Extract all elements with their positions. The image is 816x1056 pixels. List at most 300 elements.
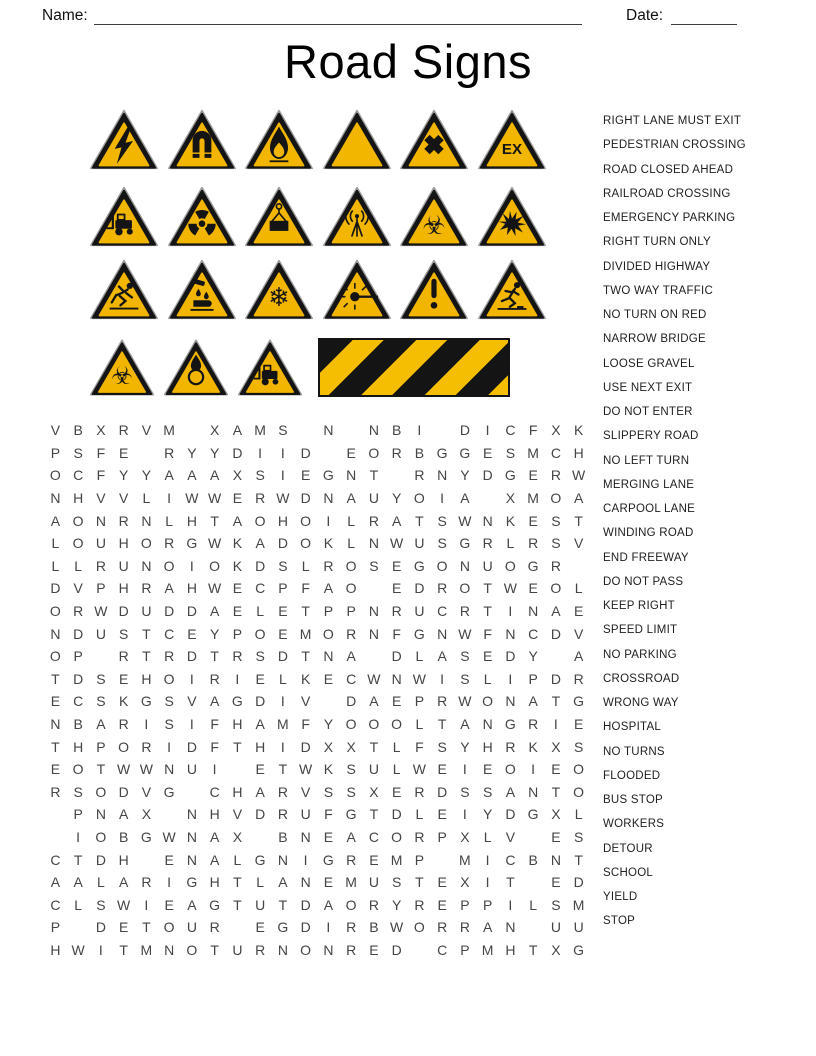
biohazard-sign xyxy=(88,336,156,399)
grid-cell-r1c16: B xyxy=(391,422,402,439)
grid-cell-r12c18: I xyxy=(440,670,445,687)
word-list-item: RIGHT TURN ONLY xyxy=(603,236,711,249)
grid-cell-r13c24: G xyxy=(573,693,585,710)
grid-cell-r3c3: F xyxy=(96,467,106,484)
grid-cell-r23c6: O xyxy=(163,919,175,936)
grid-cell-r21c21: T xyxy=(506,874,515,891)
grid-cell-r21c9: T xyxy=(233,874,242,891)
grid-cell-r23c9 xyxy=(226,916,249,939)
grid-cell-r4c21: X xyxy=(505,490,516,507)
grid-cell-r17c3: O xyxy=(95,783,107,800)
grid-cell-r8c15 xyxy=(363,577,386,600)
grid-cell-r23c16: W xyxy=(390,919,404,936)
grid-cell-r20c10: G xyxy=(254,851,266,868)
suspended-load-sign xyxy=(243,183,315,250)
grid-cell-r8c5: R xyxy=(141,580,152,597)
grid-cell-r11c6: R xyxy=(164,648,175,665)
grid-cell-r8c13: A xyxy=(323,580,334,597)
word-list-item: END FREEWAY xyxy=(603,551,689,564)
grid-cell-r9c3: W xyxy=(94,603,108,620)
grid-cell-r16c4: W xyxy=(117,761,131,778)
grid-cell-r15c22: K xyxy=(528,738,538,755)
grid-cell-r11c1: O xyxy=(49,648,61,665)
grid-cell-r4c11: W xyxy=(276,490,290,507)
grid-cell-r21c22 xyxy=(522,871,545,894)
grid-cell-r5c4: R xyxy=(118,512,129,529)
grid-cell-r22c7: A xyxy=(187,896,197,913)
grid-cell-r5c7: H xyxy=(186,512,197,529)
forklift-icon xyxy=(236,336,304,399)
grid-cell-r3c15: T xyxy=(369,467,379,484)
grid-cell-r12c6: O xyxy=(163,670,175,687)
biohazard-icon xyxy=(398,183,470,250)
grid-cell-r10c12: M xyxy=(299,625,312,642)
grid-cell-r4c22: M xyxy=(527,490,539,507)
grid-cell-r23c24: U xyxy=(573,919,584,936)
grid-cell-r19c16: O xyxy=(391,828,403,845)
grid-cell-r15c6: I xyxy=(167,738,172,755)
grid-cell-r16c23: E xyxy=(551,761,561,778)
grid-cell-r7c7: I xyxy=(189,557,194,574)
grid-cell-r15c4: O xyxy=(118,738,130,755)
grid-cell-r24c21: H xyxy=(505,941,516,958)
grid-cell-r21c23: E xyxy=(551,874,561,891)
word-list-item: WORKERS xyxy=(603,818,665,831)
grid-cell-r22c15: R xyxy=(368,896,379,913)
grid-cell-r3c17: R xyxy=(414,467,425,484)
grid-cell-r17c17: R xyxy=(414,783,425,800)
grid-cell-r15c17: F xyxy=(415,738,424,755)
word-list-item: NO TURNS xyxy=(603,745,665,758)
grid-cell-r3c12: E xyxy=(300,467,311,484)
grid-cell-r24c17 xyxy=(408,939,431,962)
svg-text:☣: ☣ xyxy=(422,210,446,241)
lightning-icon xyxy=(88,106,160,173)
grid-cell-r17c5: V xyxy=(141,783,152,800)
grid-cell-r3c24: W xyxy=(572,467,586,484)
grid-cell-r7c11: S xyxy=(278,557,288,574)
grid-cell-r8c22: E xyxy=(528,580,538,597)
grid-cell-r9c6: D xyxy=(164,603,175,620)
grid-cell-r9c24: E xyxy=(573,603,584,620)
grid-cell-r16c7: U xyxy=(186,761,197,778)
grid-cell-r22c19: P xyxy=(460,896,470,913)
grid-cell-r13c6: S xyxy=(164,693,174,710)
word-list-item: DETOUR xyxy=(603,842,653,855)
grid-cell-r2c9: D xyxy=(232,444,243,461)
grid-cell-r5c14: L xyxy=(347,512,356,529)
grid-cell-r1c5: V xyxy=(141,422,152,439)
grid-cell-r1c4: R xyxy=(118,422,129,439)
antenna-icon xyxy=(321,183,393,250)
grid-cell-r4c4: V xyxy=(118,490,129,507)
grid-cell-r7c19: N xyxy=(459,557,470,574)
grid-cell-r11c11: D xyxy=(277,648,288,665)
grid-cell-r7c3: R xyxy=(95,557,106,574)
grid-cell-r12c16: N xyxy=(391,670,402,687)
grid-cell-r6c15: N xyxy=(368,535,379,552)
grid-cell-r3c1: O xyxy=(49,467,61,484)
grid-cell-r4c12: D xyxy=(300,490,311,507)
industrial-vehicles-sign xyxy=(88,183,160,250)
grid-cell-r10c10: O xyxy=(254,625,266,642)
grid-cell-r6c12: O xyxy=(300,535,312,552)
grid-cell-r6c4: H xyxy=(118,535,129,552)
grid-cell-r8c18: R xyxy=(437,580,448,597)
grid-cell-r10c17: G xyxy=(413,625,425,642)
grid-cell-r17c10: A xyxy=(255,783,265,800)
grid-cell-r11c13: N xyxy=(323,648,334,665)
grid-cell-r5c13: I xyxy=(326,512,331,529)
grid-cell-r8c12: F xyxy=(301,580,310,597)
grid-cell-r11c22: Y xyxy=(528,648,538,665)
grid-cell-r19c8: A xyxy=(209,828,220,845)
grid-cell-r17c12: V xyxy=(300,783,311,800)
word-list-item: FLOODED xyxy=(603,769,661,782)
grid-cell-r1c3: X xyxy=(96,422,106,439)
grid-cell-r1c24: K xyxy=(573,422,584,439)
grid-cell-r10c6: C xyxy=(164,625,175,642)
grid-cell-r10c1: N xyxy=(50,625,61,642)
hazard-stripes-bar xyxy=(318,338,510,397)
grid-cell-r4c6: I xyxy=(167,490,172,507)
grid-cell-r3c5: Y xyxy=(141,467,152,484)
grid-cell-r20c2: T xyxy=(73,851,83,868)
grid-cell-r12c1: T xyxy=(51,670,60,687)
slip-icon xyxy=(88,256,160,323)
grid-cell-r10c11: E xyxy=(278,625,288,642)
grid-cell-r22c11: T xyxy=(278,896,288,913)
grid-cell-r2c22: M xyxy=(527,444,539,461)
grid-cell-r14c13: Y xyxy=(323,716,334,733)
grid-cell-r7c24 xyxy=(567,555,590,578)
wordsearch-grid xyxy=(44,419,590,961)
grid-cell-r14c17: L xyxy=(415,716,424,733)
grid-cell-r11c4: R xyxy=(118,648,129,665)
grid-cell-r13c10: D xyxy=(255,693,266,710)
grid-cell-r17c16: E xyxy=(391,783,402,800)
grid-cell-r7c13: R xyxy=(323,557,334,574)
grid-cell-r9c15: N xyxy=(368,603,379,620)
grid-cell-r10c16: F xyxy=(392,625,401,642)
grid-cell-r17c15: X xyxy=(369,783,379,800)
grid-cell-r13c8: A xyxy=(209,693,220,710)
grid-cell-r3c7: A xyxy=(187,467,197,484)
grid-cell-r2c15: O xyxy=(368,444,380,461)
grid-cell-r20c20: I xyxy=(485,851,490,868)
grid-cell-r7c10: D xyxy=(255,557,266,574)
trip-icon xyxy=(476,256,548,323)
grid-cell-r23c23: U xyxy=(550,919,561,936)
grid-cell-r12c23: D xyxy=(550,670,561,687)
grid-cell-r1c12 xyxy=(294,419,317,442)
grid-cell-r22c9: T xyxy=(233,896,242,913)
grid-cell-r15c12: D xyxy=(300,738,311,755)
grid-cell-r5c15: R xyxy=(368,512,379,529)
grid-cell-r12c2: D xyxy=(73,670,84,687)
grid-cell-r21c18: E xyxy=(437,874,447,891)
grid-cell-r8c1: D xyxy=(50,580,61,597)
grid-cell-r18c6 xyxy=(158,803,181,826)
grid-cell-r19c9: X xyxy=(232,828,243,845)
grid-cell-r21c20: I xyxy=(485,874,490,891)
grid-cell-r19c1 xyxy=(44,826,67,849)
grid-cell-r3c19: Y xyxy=(460,467,470,484)
grid-cell-r10c20: F xyxy=(483,625,492,642)
grid-cell-r15c16: L xyxy=(392,738,401,755)
grid-cell-r1c7 xyxy=(181,419,204,442)
grid-cell-r1c17: I xyxy=(417,422,422,439)
grid-cell-r7c23: R xyxy=(550,557,561,574)
grid-cell-r14c4: R xyxy=(118,716,129,733)
date-blank-line xyxy=(671,7,737,25)
grid-cell-r21c2: A xyxy=(73,874,83,891)
grid-cell-r11c10: S xyxy=(255,648,265,665)
grid-cell-r19c23: E xyxy=(551,828,561,845)
grid-cell-r14c6: S xyxy=(164,716,174,733)
grid-cell-r20c12: I xyxy=(303,851,308,868)
grid-cell-r18c13: F xyxy=(324,806,333,823)
grid-cell-r6c10: A xyxy=(255,535,265,552)
grid-cell-r24c11: N xyxy=(277,941,288,958)
grid-cell-r10c4: S xyxy=(118,625,129,642)
grid-cell-r22c3: S xyxy=(96,896,106,913)
grid-cell-r10c5: T xyxy=(142,625,151,642)
grid-cell-r19c18: P xyxy=(437,828,447,845)
grid-cell-r1c10: M xyxy=(254,422,266,439)
grid-cell-r23c18: R xyxy=(437,919,448,936)
grid-cell-r11c24: A xyxy=(573,648,584,665)
grid-cell-r19c3: O xyxy=(95,828,107,845)
grid-cell-r13c17: P xyxy=(414,693,425,710)
grid-cell-r7c4: U xyxy=(118,557,129,574)
grid-cell-r6c11: D xyxy=(277,535,288,552)
grid-cell-r11c3 xyxy=(90,645,113,668)
grid-cell-r10c21: N xyxy=(505,625,516,642)
grid-cell-r18c19: I xyxy=(462,806,467,823)
grid-cell-r24c3: I xyxy=(98,941,103,958)
grid-cell-r16c24: O xyxy=(573,761,585,778)
grid-cell-r17c4: D xyxy=(118,783,129,800)
grid-cell-r22c23: S xyxy=(551,896,561,913)
grid-cell-r23c22 xyxy=(522,916,545,939)
grid-cell-r7c17: G xyxy=(413,557,425,574)
grid-cell-r21c1: A xyxy=(50,874,61,891)
grid-cell-r21c24: D xyxy=(573,874,584,891)
grid-cell-r20c3: D xyxy=(95,851,106,868)
grid-cell-r24c19: P xyxy=(460,941,470,958)
grid-cell-r11c21: D xyxy=(505,648,516,665)
grid-cell-r17c22: N xyxy=(528,783,539,800)
grid-cell-r14c1: N xyxy=(50,716,61,733)
grid-cell-r14c22: R xyxy=(528,716,539,733)
grid-cell-r10c13: O xyxy=(322,625,334,642)
grid-cell-r9c8: A xyxy=(209,603,220,620)
grid-cell-r8c4: H xyxy=(118,580,129,597)
grid-cell-r16c19: I xyxy=(462,761,467,778)
grid-cell-r24c22: T xyxy=(528,941,538,958)
grid-cell-r19c13: E xyxy=(323,828,334,845)
grid-cell-r10c24: V xyxy=(573,625,584,642)
grid-cell-r19c12: N xyxy=(300,828,311,845)
grid-cell-r11c14: A xyxy=(346,648,356,665)
grid-cell-r12c3: S xyxy=(96,670,106,687)
word-list-item: PEDESTRIAN CROSSING xyxy=(603,139,746,152)
grid-cell-r2c4: E xyxy=(118,444,129,461)
grid-cell-r22c6: E xyxy=(164,896,174,913)
non-ionizing-radiation-sign xyxy=(321,183,393,250)
grid-cell-r11c16: D xyxy=(391,648,402,665)
grid-cell-r21c6: I xyxy=(167,874,172,891)
grid-cell-r14c19: A xyxy=(460,716,470,733)
word-list-item: STOP xyxy=(603,915,636,928)
grid-cell-r9c20: T xyxy=(483,603,492,620)
grid-cell-r4c18: I xyxy=(440,490,445,507)
grid-cell-r9c17: U xyxy=(414,603,425,620)
trefoil-icon xyxy=(166,183,238,250)
grid-cell-r8c9: E xyxy=(232,580,243,597)
grid-cell-r6c7: G xyxy=(186,535,198,552)
grid-cell-r1c20: I xyxy=(485,422,490,439)
grid-cell-r19c10 xyxy=(249,826,272,849)
grid-cell-r12c12: K xyxy=(300,670,311,687)
grid-cell-r14c8: F xyxy=(210,716,219,733)
grid-cell-r18c4: A xyxy=(118,806,129,823)
word-list-item: SPEED LIMIT xyxy=(603,624,678,637)
grid-cell-r9c9: E xyxy=(232,603,243,620)
grid-cell-r18c11: R xyxy=(277,806,288,823)
grid-cell-r4c19: A xyxy=(460,490,470,507)
grid-cell-r1c9: A xyxy=(232,422,243,439)
grid-cell-r15c2: H xyxy=(73,738,84,755)
grid-cell-r3c23: R xyxy=(550,467,561,484)
grid-cell-r18c2: P xyxy=(73,806,83,823)
grid-cell-r2c10: I xyxy=(258,444,263,461)
grid-cell-r23c10: E xyxy=(255,919,265,936)
grid-cell-r13c22: A xyxy=(528,693,538,710)
grid-cell-r13c9: G xyxy=(231,693,243,710)
grid-cell-r2c7: Y xyxy=(187,444,197,461)
grid-cell-r12c5: H xyxy=(141,670,152,687)
grid-cell-r2c16: R xyxy=(391,444,402,461)
grid-cell-r6c20: R xyxy=(482,535,493,552)
grid-cell-r23c8: R xyxy=(209,919,220,936)
grid-cell-r16c3: T xyxy=(96,761,106,778)
grid-cell-r23c15: B xyxy=(369,919,379,936)
grid-cell-r24c2: W xyxy=(71,941,85,958)
grid-cell-r6c1: L xyxy=(51,535,60,552)
slippery-surface-sign xyxy=(88,256,160,323)
grid-cell-r3c9: X xyxy=(232,467,243,484)
grid-cell-r5c9: A xyxy=(232,512,243,529)
grid-cell-r18c3: N xyxy=(95,806,106,823)
grid-cell-r1c18 xyxy=(431,419,454,442)
grid-cell-r16c17: W xyxy=(412,761,426,778)
grid-cell-r12c7: I xyxy=(189,670,194,687)
grid-cell-r21c7: G xyxy=(186,874,198,891)
grid-cell-r1c22: F xyxy=(528,422,538,439)
grid-cell-r2c6: R xyxy=(164,444,175,461)
grid-cell-r21c19: X xyxy=(460,874,470,891)
grid-cell-r18c15: T xyxy=(369,806,379,823)
sign-row-1 xyxy=(88,106,548,173)
grid-cell-r11c19: S xyxy=(460,648,470,665)
grid-cell-r12c19: S xyxy=(460,670,470,687)
grid-cell-r17c24: O xyxy=(573,783,585,800)
grid-cell-r9c12: T xyxy=(301,603,310,620)
grid-cell-r21c8: H xyxy=(209,874,220,891)
grid-cell-r23c7: U xyxy=(186,919,197,936)
word-list-item: DO NOT PASS xyxy=(603,575,684,588)
grid-cell-r17c8: C xyxy=(209,783,220,800)
forklift-icon xyxy=(88,183,160,250)
grid-cell-r4c10: R xyxy=(255,490,266,507)
oxidizer-icon xyxy=(162,336,230,399)
grid-cell-r2c2: S xyxy=(73,444,83,461)
grid-cell-r2c18: G xyxy=(436,444,448,461)
burst-icon xyxy=(476,183,548,250)
grid-cell-r20c13: G xyxy=(322,851,334,868)
grid-cell-r22c2: L xyxy=(74,896,83,913)
grid-cell-r9c22: N xyxy=(528,603,539,620)
grid-cell-r20c24: T xyxy=(574,851,583,868)
grid-cell-r16c13: K xyxy=(323,761,334,778)
grid-cell-r16c16: L xyxy=(392,761,401,778)
grid-cell-r4c13: N xyxy=(323,490,334,507)
corrosive-icon xyxy=(166,256,238,323)
grid-cell-r5c19: W xyxy=(458,512,472,529)
grid-cell-r22c14: O xyxy=(345,896,357,913)
grid-cell-r10c9: P xyxy=(232,625,243,642)
grid-cell-r3c2: C xyxy=(73,467,84,484)
grid-cell-r13c18: R xyxy=(437,693,448,710)
grid-cell-r18c10: D xyxy=(255,806,266,823)
grid-cell-r15c7: D xyxy=(186,738,197,755)
word-list xyxy=(603,109,803,934)
grid-cell-r21c5: R xyxy=(141,874,152,891)
grid-cell-r21c17: T xyxy=(415,874,424,891)
grid-cell-r15c11: I xyxy=(280,738,285,755)
grid-cell-r16c18: E xyxy=(437,761,447,778)
grid-cell-r23c21: N xyxy=(505,919,516,936)
grid-cell-r14c10: A xyxy=(255,716,265,733)
grid-cell-r19c4: B xyxy=(118,828,129,845)
grid-cell-r10c19: W xyxy=(458,625,472,642)
exclamation-icon xyxy=(398,256,470,323)
grid-cell-r16c22: I xyxy=(531,761,536,778)
grid-cell-r11c12: T xyxy=(301,648,310,665)
grid-cell-r5c12: O xyxy=(300,512,312,529)
grid-cell-r14c23: I xyxy=(553,716,558,733)
grid-cell-r17c11: R xyxy=(277,783,288,800)
grid-cell-r17c18: D xyxy=(437,783,448,800)
grid-cell-r12c15: W xyxy=(367,670,381,687)
grid-cell-r3c21: G xyxy=(504,467,516,484)
grid-cell-r9c4: D xyxy=(118,603,129,620)
grid-cell-r8c10: C xyxy=(255,580,266,597)
oxidizing-sign xyxy=(162,336,230,399)
grid-cell-r23c20: A xyxy=(482,919,493,936)
grid-cell-r20c9: L xyxy=(233,851,242,868)
grid-cell-r22c1: C xyxy=(50,896,61,913)
grid-cell-r22c12: D xyxy=(300,896,311,913)
grid-cell-r17c13: S xyxy=(323,783,334,800)
word-list-item: TWO WAY TRAFFIC xyxy=(603,284,714,297)
grid-cell-r20c11: N xyxy=(277,851,288,868)
date-label: Date: xyxy=(626,7,664,24)
word-list-item: MERGING LANE xyxy=(603,478,695,491)
word-list-item: KEEP RIGHT xyxy=(603,600,675,613)
